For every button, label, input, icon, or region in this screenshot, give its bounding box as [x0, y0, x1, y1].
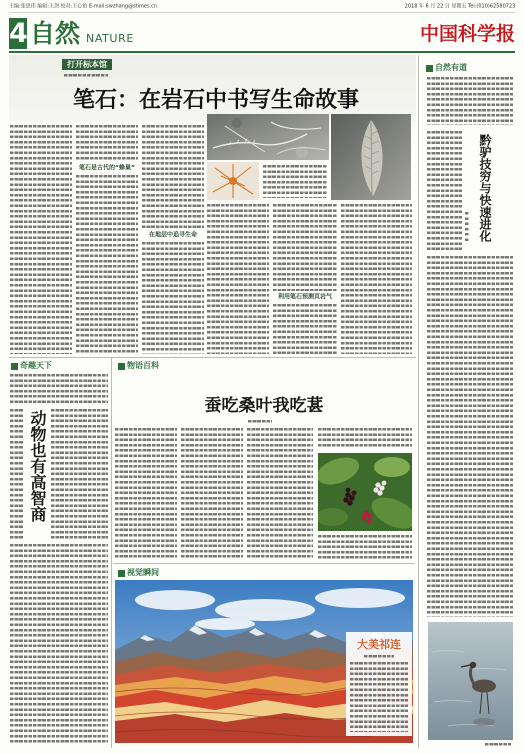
wading-bird-photo: [428, 622, 513, 740]
lead-title: 笔石：在岩石中书写生命故事: [72, 88, 359, 113]
section-title-cn: 自然: [30, 19, 81, 48]
mulberry-photo: [318, 453, 412, 531]
graptolite-fossil-photo: [331, 114, 411, 200]
lead-body-text: [341, 204, 412, 354]
center-body-text: [181, 428, 243, 559]
photo-feature-byline: [364, 655, 394, 658]
page-number: 4: [9, 18, 28, 49]
lead-body-text: [142, 125, 204, 228]
sidebar-section-label: 自然有道: [435, 63, 467, 72]
left-body-text: [10, 544, 108, 745]
photo-section-tag: [118, 568, 159, 578]
column-tag: 打开标本馆: [62, 59, 112, 70]
sidebar-title: 黔驴技穷与快速进化: [478, 134, 492, 242]
section-divider: [113, 563, 415, 564]
center-body-text: [247, 428, 313, 559]
lead-subhead: 笔石是古代的“蜂巢”: [79, 164, 135, 171]
photo-feature-title: 大美祁连: [357, 638, 401, 651]
square-bullet-icon: [118, 570, 125, 577]
photo-caption: [263, 165, 327, 198]
lead-body-text: [273, 204, 337, 291]
lead-body-text: [142, 242, 204, 354]
center-body-text: [115, 428, 177, 559]
left-section-tag: [11, 361, 52, 371]
photo-feature-text: [350, 662, 408, 732]
left-body-text: [10, 374, 108, 405]
center-section-tag: [118, 361, 159, 371]
section-title-en: NATURE: [86, 32, 134, 45]
date-info: 2018 年 6 月 22 日 星期五 Tel:(010)62580723: [404, 3, 515, 9]
sidebar-body-text: [427, 131, 462, 252]
left-article-title: 动物也有高智商: [28, 410, 47, 522]
paper-logo: 中国科学报: [419, 23, 515, 45]
sidebar-byline: [465, 212, 469, 243]
lead-body-text: [10, 125, 72, 354]
sidebar-body-text: [427, 77, 513, 125]
lead-body-text: [273, 304, 337, 354]
center-section-label: 物语百科: [127, 361, 159, 370]
lead-body-text: [207, 204, 269, 354]
square-bullet-icon: [118, 363, 125, 370]
center-body-text: [318, 535, 412, 559]
lead-body-text: [76, 175, 138, 354]
left-column-divider: [111, 358, 112, 748]
center-body-text: [318, 428, 412, 449]
lead-subhead: 利用笔石预测页岩气: [277, 293, 332, 300]
lead-body-text: [76, 125, 138, 162]
left-section-label: 奇趣天下: [20, 361, 52, 370]
photo-section-label: 视觉瞬间: [127, 568, 159, 577]
header-rule: [9, 51, 515, 53]
left-body-text: [51, 409, 108, 539]
lead-subhead: 在地层中追寻生命: [148, 231, 197, 238]
lead-byline: [64, 74, 108, 77]
center-article-title: 蚕吃桑叶我吃葚: [204, 396, 324, 416]
editor-info: 主编:张思玮 编辑:王剑 校对:王心怡 E-mail:swzhang@stimes.cn: [9, 3, 158, 9]
center-byline: [248, 420, 272, 423]
top-strip-rule: [9, 12, 515, 13]
square-bullet-icon: [11, 363, 18, 370]
graptolite-reconstruction-photo: [207, 162, 259, 200]
graptolite-imprint-photo: [207, 114, 329, 160]
left-body-text: [10, 409, 24, 539]
sidebar-section-tag: [426, 63, 467, 73]
square-bullet-icon: [426, 65, 433, 72]
bird-photo-caption: [485, 743, 511, 746]
sidebar-body-text: [427, 256, 513, 617]
sidebar-divider: [418, 55, 419, 748]
section-divider: [9, 357, 416, 358]
